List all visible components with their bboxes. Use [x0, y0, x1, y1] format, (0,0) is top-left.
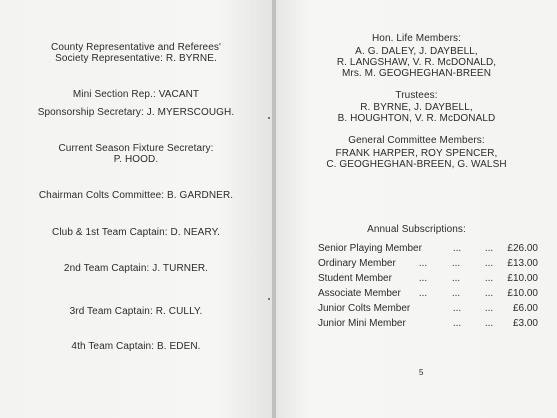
committee-heading: General Committee Members:	[348, 135, 485, 146]
subscription-leader-dots	[414, 316, 504, 331]
leader-dots: ...	[418, 288, 428, 299]
subscription-leader-dots	[414, 241, 504, 256]
subscription-label: Junior Mini Member	[318, 318, 406, 329]
subscriptions-table	[318, 241, 538, 331]
subscription-row	[318, 256, 538, 271]
leader-dots: ...	[451, 288, 461, 299]
subscription-amount: £10.00	[507, 273, 538, 284]
subscription-label: Junior Colts Member	[318, 303, 411, 314]
trustees-line2: B. HOUGHTON, V. R. McDONALD	[337, 113, 496, 124]
leader-dots: ...	[452, 318, 462, 329]
third-team-captain: 3rd Team Captain: R. CULLY.	[69, 306, 203, 317]
committee-line2: C. GEOGHEGHAN-BREEN, G. WALSH	[326, 159, 507, 170]
subscription-label: Associate Member	[318, 288, 401, 299]
subscription-row	[318, 316, 538, 331]
subscription-amount: £3.00	[512, 318, 538, 329]
club-captain: Club & 1st Team Captain: D. NEARY.	[52, 227, 220, 238]
life-members-line1: A. G. DALEY, J. DAYBELL,	[355, 46, 478, 57]
leader-dots: ...	[484, 288, 494, 299]
subscription-row	[318, 301, 538, 316]
life-members-line2: R. LANGSHAW, V. R. McDONALD,	[336, 57, 497, 68]
second-team-captain: 2nd Team Captain: J. TURNER.	[63, 263, 209, 274]
leader-dots: ...	[451, 258, 461, 269]
page-mark	[268, 298, 270, 300]
subscription-leader-dots	[414, 256, 504, 271]
subscription-row	[318, 286, 538, 301]
leader-dots: ...	[451, 273, 461, 284]
subscription-amount: £26.00	[507, 243, 538, 254]
subscription-leader-dots	[414, 301, 504, 316]
fourth-team-captain: 4th Team Captain: B. EDEN.	[71, 341, 201, 352]
leader-dots: ...	[484, 258, 494, 269]
subscription-amount: £13.00	[507, 258, 538, 269]
leader-dots: ...	[418, 273, 428, 284]
leader-dots: ...	[484, 243, 494, 254]
colts-chairman: Chairman Colts Committee: B. GARDNER.	[38, 190, 234, 201]
committee-line1: FRANK HARPER, ROY SPENCER,	[335, 148, 498, 159]
subscription-label: Ordinary Member	[318, 258, 396, 269]
trustees-line1: R. BYRNE, J. DAYBELL,	[360, 102, 473, 113]
subscription-amount: £10.00	[507, 288, 538, 299]
mini-section-rep: Mini Section Rep.: VACANT	[72, 89, 200, 100]
leader-dots: ...	[418, 258, 428, 269]
subscription-row	[318, 271, 538, 286]
leader-dots: ...	[452, 303, 462, 314]
leader-dots: ...	[484, 273, 494, 284]
fixture-secretary-line2: P. HOOD.	[113, 154, 159, 165]
subscription-leader-dots	[414, 286, 504, 301]
leader-dots: ...	[484, 318, 494, 329]
sponsorship-secretary: Sponsorship Secretary: J. MYERSCOUGH.	[37, 107, 235, 118]
page-number: 5	[419, 368, 424, 377]
subscription-leader-dots	[414, 271, 504, 286]
leader-dots: ...	[452, 243, 462, 254]
county-rep-line2: Society Representative: R. BYRNE.	[55, 53, 217, 64]
life-members-heading: Hon. Life Members:	[371, 33, 462, 44]
subscription-label: Senior Playing Member	[318, 243, 422, 254]
county-rep-line1: County Representative and Referees'	[51, 42, 221, 53]
subscription-amount: £6.00	[512, 303, 538, 314]
leader-dots: ...	[484, 303, 494, 314]
fixture-secretary-line1: Current Season Fixture Secretary:	[58, 143, 214, 154]
subscriptions-heading: Annual Subscriptions:	[367, 224, 466, 235]
trustees-heading: Trustees:	[395, 90, 438, 101]
life-members-line3: Mrs. M. GEOGHEGHAN-BREEN	[341, 68, 492, 79]
subscription-row	[318, 241, 538, 256]
subscription-label: Student Member	[318, 273, 392, 284]
page-mark	[268, 117, 270, 119]
